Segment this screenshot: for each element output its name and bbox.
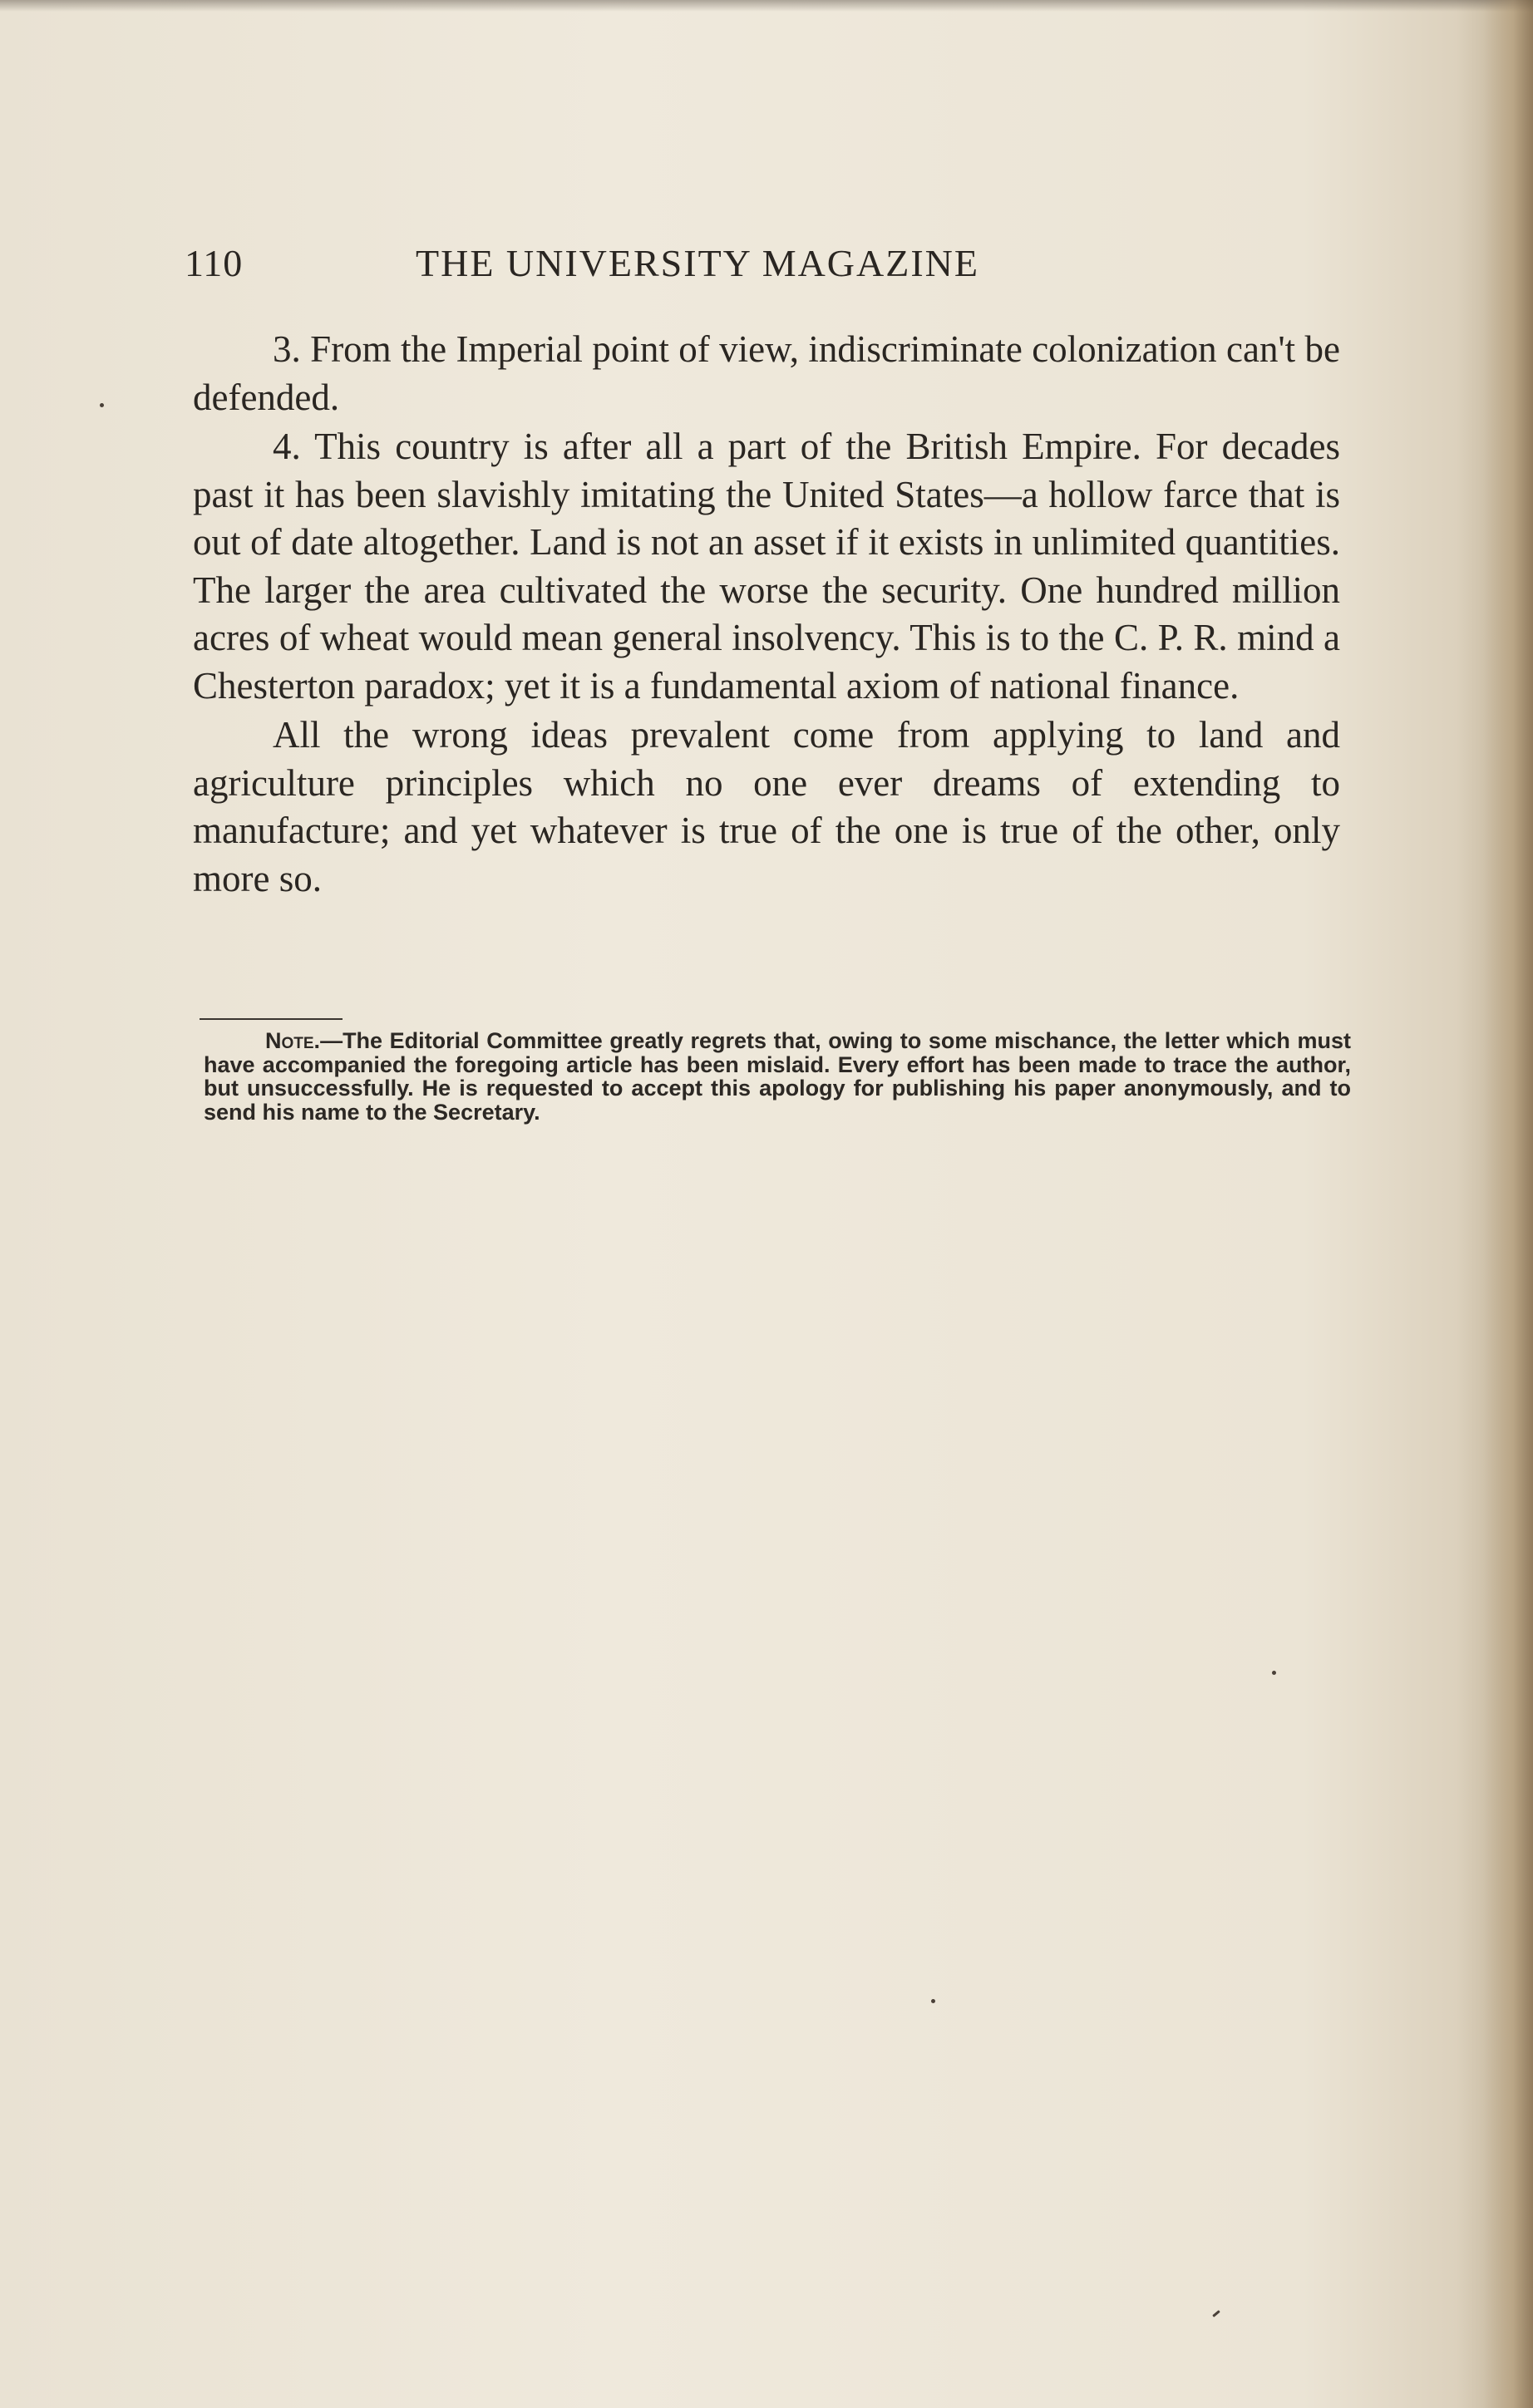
editorial-note xyxy=(204,1029,1351,1124)
paragraph-point-4: 4. This country is after all a part of the British Empire. For decades past it has been slavishly imitating the United States—a hollow farce that is out of date altogether. Land is not an asset if it exists in unlimited quantities. The larger the area cultivated the worse the security. One hundred million acres of wheat would mean general insolvency. This is to the C. P. R. mind a Chesterton paradox; yet it is a fundamental axiom of national finance. xyxy=(193,426,1340,707)
paragraph-point-3: 3. From the Imperial point of view, indiscriminate colonization can't be defended. xyxy=(193,328,1340,418)
main-text xyxy=(193,326,1340,903)
footnote-rule xyxy=(200,1018,343,1020)
paper-speck xyxy=(1212,2310,1220,2317)
paper-speck xyxy=(1272,1671,1276,1675)
note-lead: Note. xyxy=(265,1028,321,1053)
page-number: 110 xyxy=(185,242,244,284)
page-right-edge-shadow xyxy=(1483,0,1533,2408)
paper-speck xyxy=(100,403,104,407)
paragraph-conclusion: All the wrong ideas prevalent come from applying to land and agriculture principles which no one ever dreams of extending to manufacture; and yet whatever is true of the one is true of the other, only more so. xyxy=(193,714,1340,899)
note-text: —The Editorial Committee greatly regrets that, owing to some mischance, the letter which must have accompanied the foregoing article has been mislaid. Every effort has been made to trace the author, but unsuccessfully. He is requested to accept this apology for publishing his paper anonymously, and to send his name to the Secretary. xyxy=(204,1028,1351,1125)
paper-speck xyxy=(931,1999,935,2003)
running-title: THE UNIVERSITY MAGAZINE xyxy=(416,242,979,284)
page-top-shadow xyxy=(0,0,1533,12)
